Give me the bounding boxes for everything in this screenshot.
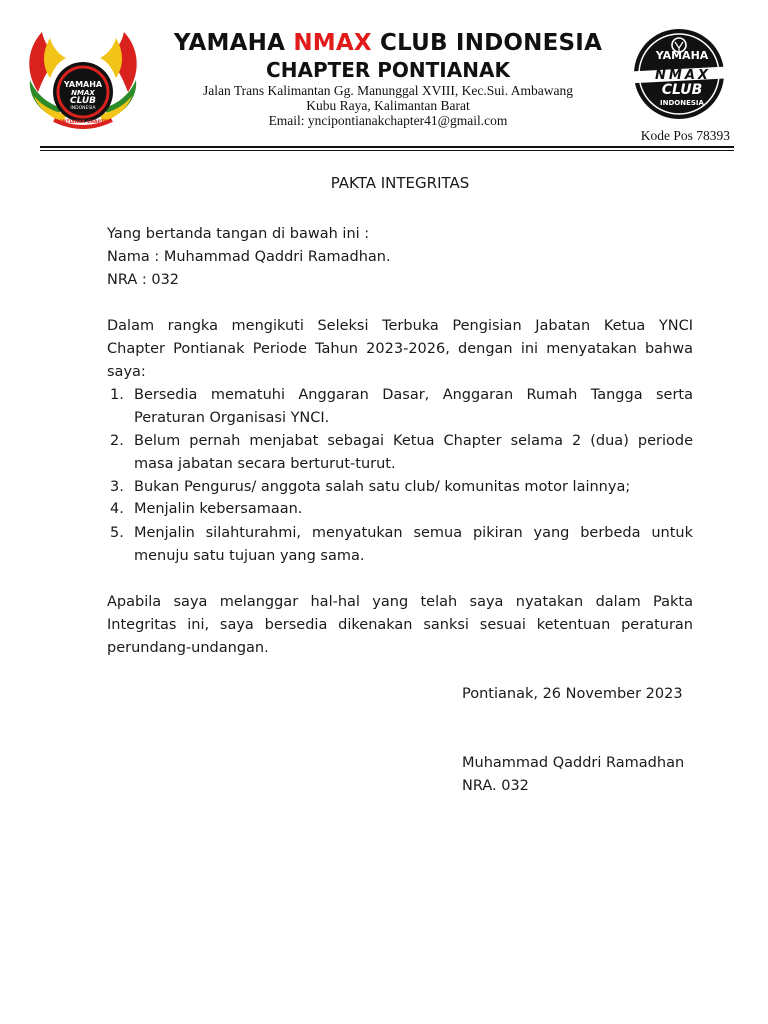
list-item-number: 1. — [110, 387, 124, 403]
list-item-number: 4. — [110, 501, 124, 517]
address-line-1: Jalan Trans Kalimantan Gg. Manunggal XVIII, Kec.Sui. Ambawang — [202, 83, 574, 98]
list-item-number: 5. — [110, 525, 124, 541]
list-item-number: 2. — [110, 433, 124, 449]
signer-name: Muhammad Qaddri Ramadhan — [462, 755, 685, 771]
chapter-heading: CHAPTER PONTIANAK — [266, 58, 510, 82]
club-name-heading — [150, 30, 626, 56]
list-item-text: Peraturan Organisasi YNCI. — [134, 410, 330, 426]
nra-line: NRA : 032 — [107, 272, 180, 288]
name-line: Nama : Muhammad Qaddri Ramadhan. — [107, 249, 391, 265]
paragraph-1-line: saya: — [107, 364, 146, 380]
place-date: Pontianak, 26 November 2023 — [462, 686, 683, 702]
logo-left-text-club: CLUB — [69, 96, 96, 106]
paragraph-2-line: perundang-undangan. — [107, 640, 269, 656]
intro-line: Yang bertanda tangan di bawah ini : — [107, 226, 370, 242]
logo-left-text-mid: NMAX — [71, 89, 95, 97]
list-item-text: masa jabatan secara berturut-turut. — [134, 456, 396, 472]
logo-left-text-bottom: INDONESIA — [70, 106, 96, 111]
logo-right-text-club: CLUB — [661, 82, 703, 98]
club-name-accent: NMAX — [293, 30, 372, 56]
list-item-text: Menjalin kebersamaan. — [134, 501, 303, 517]
list-item-number: 3. — [110, 479, 124, 495]
logo-right-text-top: YAMAHA — [655, 49, 709, 62]
signer-nra: NRA. 032 — [462, 778, 529, 794]
chapter-emblem-logo-icon — [20, 22, 146, 134]
logo-right-text-bottom: INDONESIA — [660, 99, 704, 107]
club-name-part2: CLUB INDONESIA — [371, 30, 603, 56]
logo-right-text-mid: NMAX — [655, 68, 711, 83]
list-item-text: Belum pernah menjabat sebagai Ketua Chapter selama 2 (dua) periode — [134, 433, 693, 449]
paragraph-2-line: Apabila saya melanggar hal-hal yang telah saya nyatakan dalam Pakta — [107, 594, 693, 610]
list-item-text: Menjalin silahturahmi, menyatukan semua pikiran yang berbeda untuk — [134, 525, 693, 541]
postal-code: Kode Pos 78393 — [640, 128, 730, 143]
letterhead-divider-thin — [40, 150, 734, 151]
letterhead-divider-thick — [40, 146, 734, 148]
paragraph-1-line: Dalam rangka mengikuti Seleksi Terbuka Pengisian Jabatan Ketua YNCI — [107, 318, 693, 334]
paragraph-2-line: Integritas ini, saya bersedia dikenakan sanksi sesuai ketentuan peraturan — [107, 617, 693, 633]
logo-left-ring-text: PONTIANAK CHAPTER — [55, 120, 111, 125]
paragraph-1-line: Chapter Pontianak Periode Tahun 2023-2026, dengan ini menyatakan bahwa — [107, 341, 693, 357]
document-title: PAKTA INTEGRITAS — [330, 174, 470, 192]
logo-left-text-top: YAMAHA — [63, 80, 103, 89]
list-item-text: Bukan Pengurus/ anggota salah satu club/ komunitas motor lainnya; — [134, 479, 631, 495]
list-item-text: Bersedia mematuhi Anggaran Dasar, Anggaran Rumah Tangga serta — [134, 387, 693, 403]
email-line: Email: yncipontianakchapter41@gmail.com — [268, 113, 508, 128]
list-item-text: menuju satu tujuan yang sama. — [134, 548, 365, 564]
club-name-part1: YAMAHA — [173, 30, 294, 56]
address-line-2: Kubu Raya, Kalimantan Barat — [306, 98, 470, 113]
